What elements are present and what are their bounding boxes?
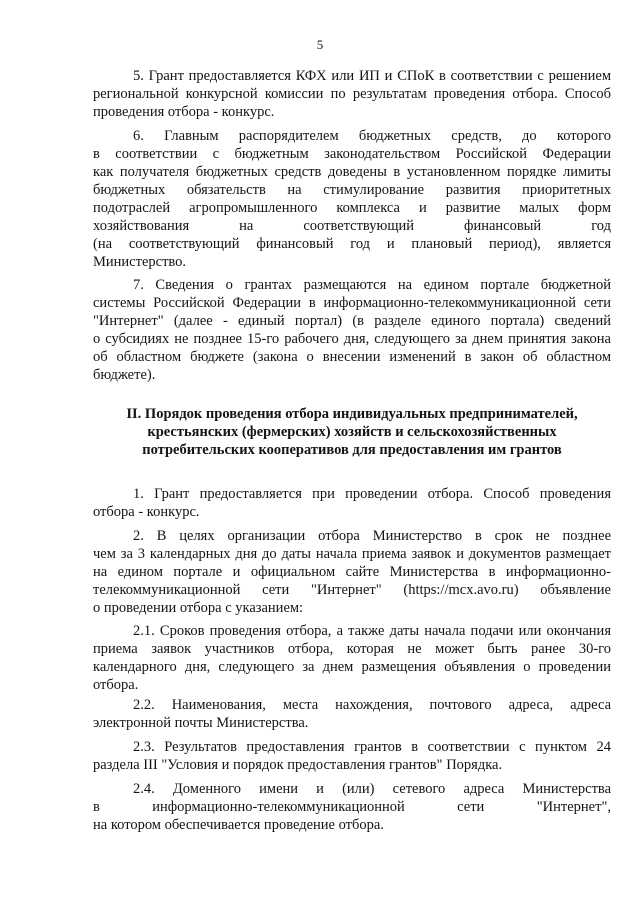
text-line: о субсидиях не позднее 15-го рабочего дня, следующего за днем принятия закона <box>93 331 611 347</box>
text-line: 2.2. Наименования, места нахождения, почтового адреса, адреса <box>133 697 611 713</box>
text-line: системы Российской Федерации в информационно-телекоммуникационной сети <box>93 295 611 311</box>
text-line: 7. Сведения о грантах размещаются на едином портале бюджетной <box>133 277 611 293</box>
text-line: хозяйствования на соответствующий финансовый год <box>93 218 611 234</box>
text-line: на едином портале и официальном сайте Министерства в информационно- <box>93 564 611 580</box>
text-line: 5. Грант предоставляется КФХ или ИП и СПоК в соответствии с решением <box>133 68 611 84</box>
text-line: "Интернет" (далее - единый портал) (в разделе единого портала) сведений <box>93 313 611 329</box>
text-line: приема заявок участников отбора, которая не может быть ранее 30-го <box>93 641 611 657</box>
text-line: 2.3. Результатов предоставления грантов в соответствии с пунктом 24 <box>133 739 611 755</box>
text-line: чем за 3 календарных дня до даты начала приема заявок и документов размещает <box>93 546 611 562</box>
section-heading-line: потребительских кооперативов для предоставления им грантов <box>142 442 562 458</box>
section-heading-line: II. Порядок проведения отбора индивидуальных предпринимателей, <box>126 406 578 422</box>
text-line: региональной конкурсной комиссии по результатам проведения отбора. Способ <box>93 86 611 102</box>
text-line: отбора. <box>93 677 139 693</box>
text-line: на котором обеспечивается проведение отбора. <box>93 817 384 833</box>
section-heading-line: крестьянских (фермерских) хозяйств и сельскохозяйственных <box>147 424 557 440</box>
text-line: о проведении отбора с указанием: <box>93 600 304 616</box>
text-line: 2.4. Доменного имени и (или) сетевого адреса Министерства <box>133 781 611 797</box>
text-line: Министерство. <box>93 254 187 270</box>
text-line: 1. Грант предоставляется при проведении отбора. Способ проведения <box>133 486 611 502</box>
page-number: 5 <box>316 37 324 52</box>
text-line: бюджетных обязательств на стимулирование развития приоритетных <box>93 182 611 198</box>
text-line: об областном бюджете (закона о внесении изменений в закон об областном <box>93 349 611 365</box>
text-line: телекоммуникационной сети "Интернет" (https://mcx.avo.ru) объявление <box>93 582 611 598</box>
text-line: в соответствии с бюджетным законодательством Российской Федерации <box>93 146 611 162</box>
text-line: отбора - конкурс. <box>93 504 200 520</box>
text-line: электронной почты Министерства. <box>93 715 309 731</box>
text-line: подотраслей агропромышленного комплекса и развитие малых форм <box>93 200 611 216</box>
text-line: 2. В целях организации отбора Министерство в срок не позднее <box>133 528 611 544</box>
text-line: в информационно-телекоммуникационной сети "Интернет", <box>93 799 611 815</box>
text-line: 2.1. Сроков проведения отбора, а также даты начала подачи или окончания <box>133 623 611 639</box>
text-line: проведения отбора - конкурс. <box>93 104 275 120</box>
text-line: 6. Главным распорядителем бюджетных средств, до которого <box>133 128 611 144</box>
text-line: раздела III "Условия и порядок предоставления грантов" Порядка. <box>93 757 503 773</box>
text-line: календарного дня, следующего за днем размещения объявления о проведении <box>93 659 611 675</box>
text-line: бюджете). <box>93 367 156 383</box>
text-line: как получателя бюджетных средств доведены в установленном порядке лимиты <box>93 164 611 180</box>
text-line: (на соответствующий финансовый год и плановый период), является <box>93 236 611 252</box>
